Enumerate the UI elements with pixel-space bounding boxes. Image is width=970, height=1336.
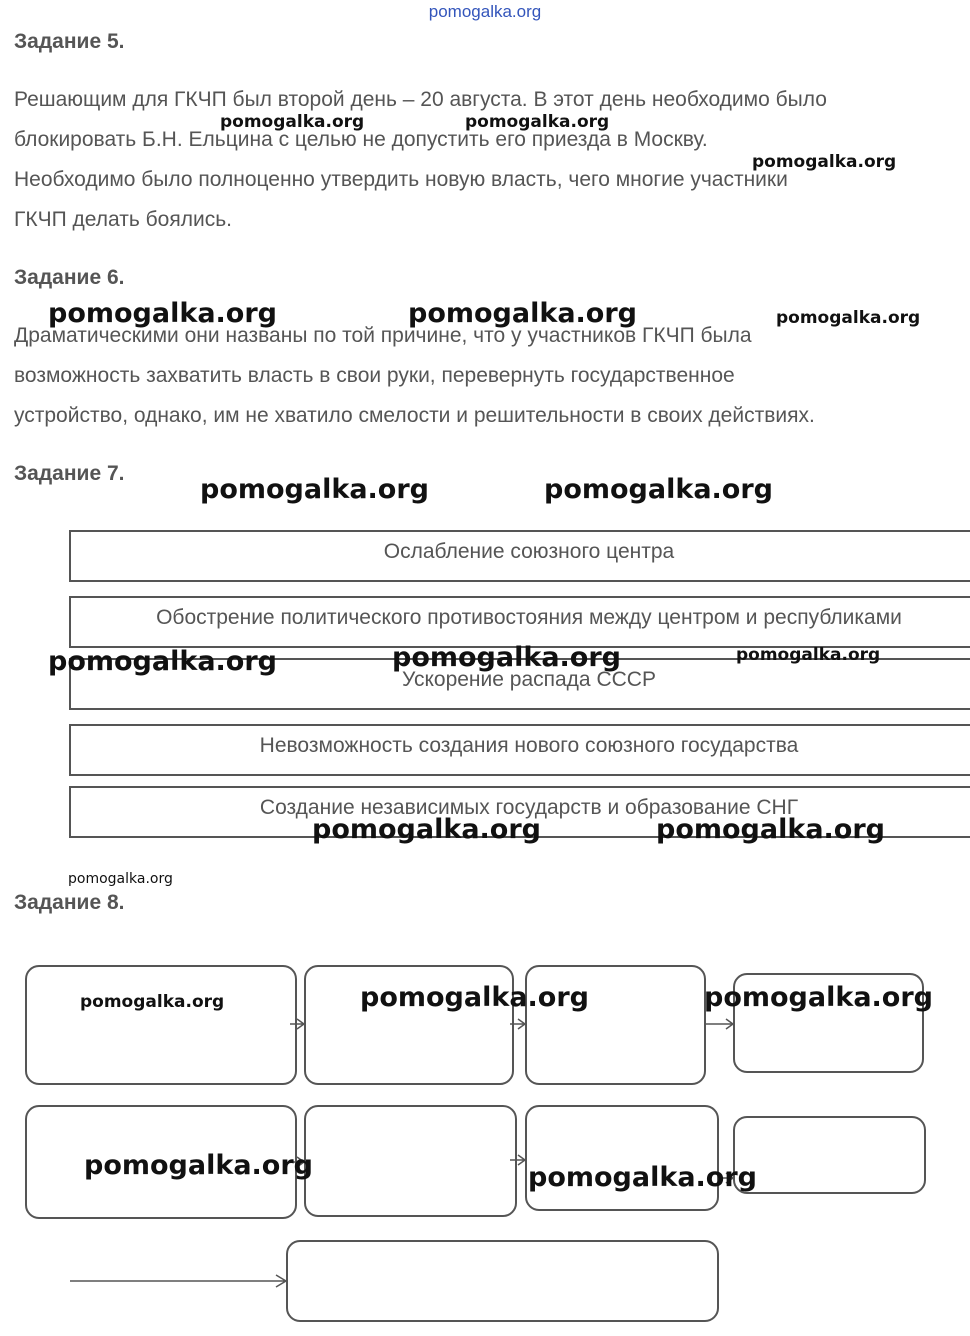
watermark: pomogalka.org (80, 992, 225, 1012)
chain-box: Ускорение распада СССР (69, 658, 970, 710)
watermark: pomogalka.org (528, 1162, 757, 1193)
watermark: pomogalka.org (392, 642, 621, 673)
task6-heading: Задание 6. (14, 266, 125, 289)
watermark: pomogalka.org (704, 982, 933, 1013)
arrow-icon (290, 1019, 304, 1029)
watermark: pomogalka.org (465, 112, 610, 132)
task5-line: блокировать Б.Н. Ельцина с целью не допустить его приезда в Москву. (14, 128, 708, 151)
watermark: pomogalka.org (48, 298, 277, 329)
arrow-icon (706, 1019, 733, 1029)
watermark: pomogalka.org (200, 474, 429, 505)
task6-line: Драматическими они названы по той причине, что у участников ГКЧП была (14, 324, 752, 347)
chain-box: Создание независимых государств и образование СНГ (69, 786, 970, 838)
task6-line: возможность захватить власть в свои руки, перевернуть государственное (14, 364, 735, 387)
task5-line: Решающим для ГКЧП был второй день – 20 августа. В этот день необходимо было (14, 88, 827, 111)
watermark: pomogalka.org (656, 814, 885, 845)
arrow-icon (510, 1155, 525, 1165)
task6-line: устройство, однако, им не хватило смелости и решительности в своих действиях. (14, 404, 815, 427)
watermark: pomogalka.org (84, 1150, 313, 1181)
watermark: pomogalka.org (68, 871, 173, 887)
chain-box: Ослабление союзного центра (69, 530, 970, 582)
watermark: pomogalka.org (360, 982, 589, 1013)
watermark: pomogalka.org (544, 474, 773, 505)
task8-heading: Задание 8. (14, 891, 125, 914)
task5-heading: Задание 5. (14, 30, 125, 53)
task5-line: Необходимо было полноценно утвердить новую власть, чего многие участники (14, 168, 788, 191)
watermark: pomogalka.org (776, 308, 921, 328)
arrow-icon (510, 1019, 525, 1029)
site-watermark: pomogalka.org (428, 2, 542, 21)
arrow-icon (70, 1275, 286, 1287)
watermark: pomogalka.org (220, 112, 365, 132)
task7-heading: Задание 7. (14, 462, 125, 485)
watermark: pomogalka.org (752, 152, 897, 172)
watermark: pomogalka.org (48, 646, 277, 677)
watermark: pomogalka.org (408, 298, 637, 329)
task5-line: ГКЧП делать боялись. (14, 208, 232, 231)
chain-box: Обострение политического противостояния между центром и республиками (69, 596, 970, 648)
watermark: pomogalka.org (736, 645, 881, 665)
watermark: pomogalka.org (312, 814, 541, 845)
chain-box: Невозможность создания нового союзного государства (69, 724, 970, 776)
